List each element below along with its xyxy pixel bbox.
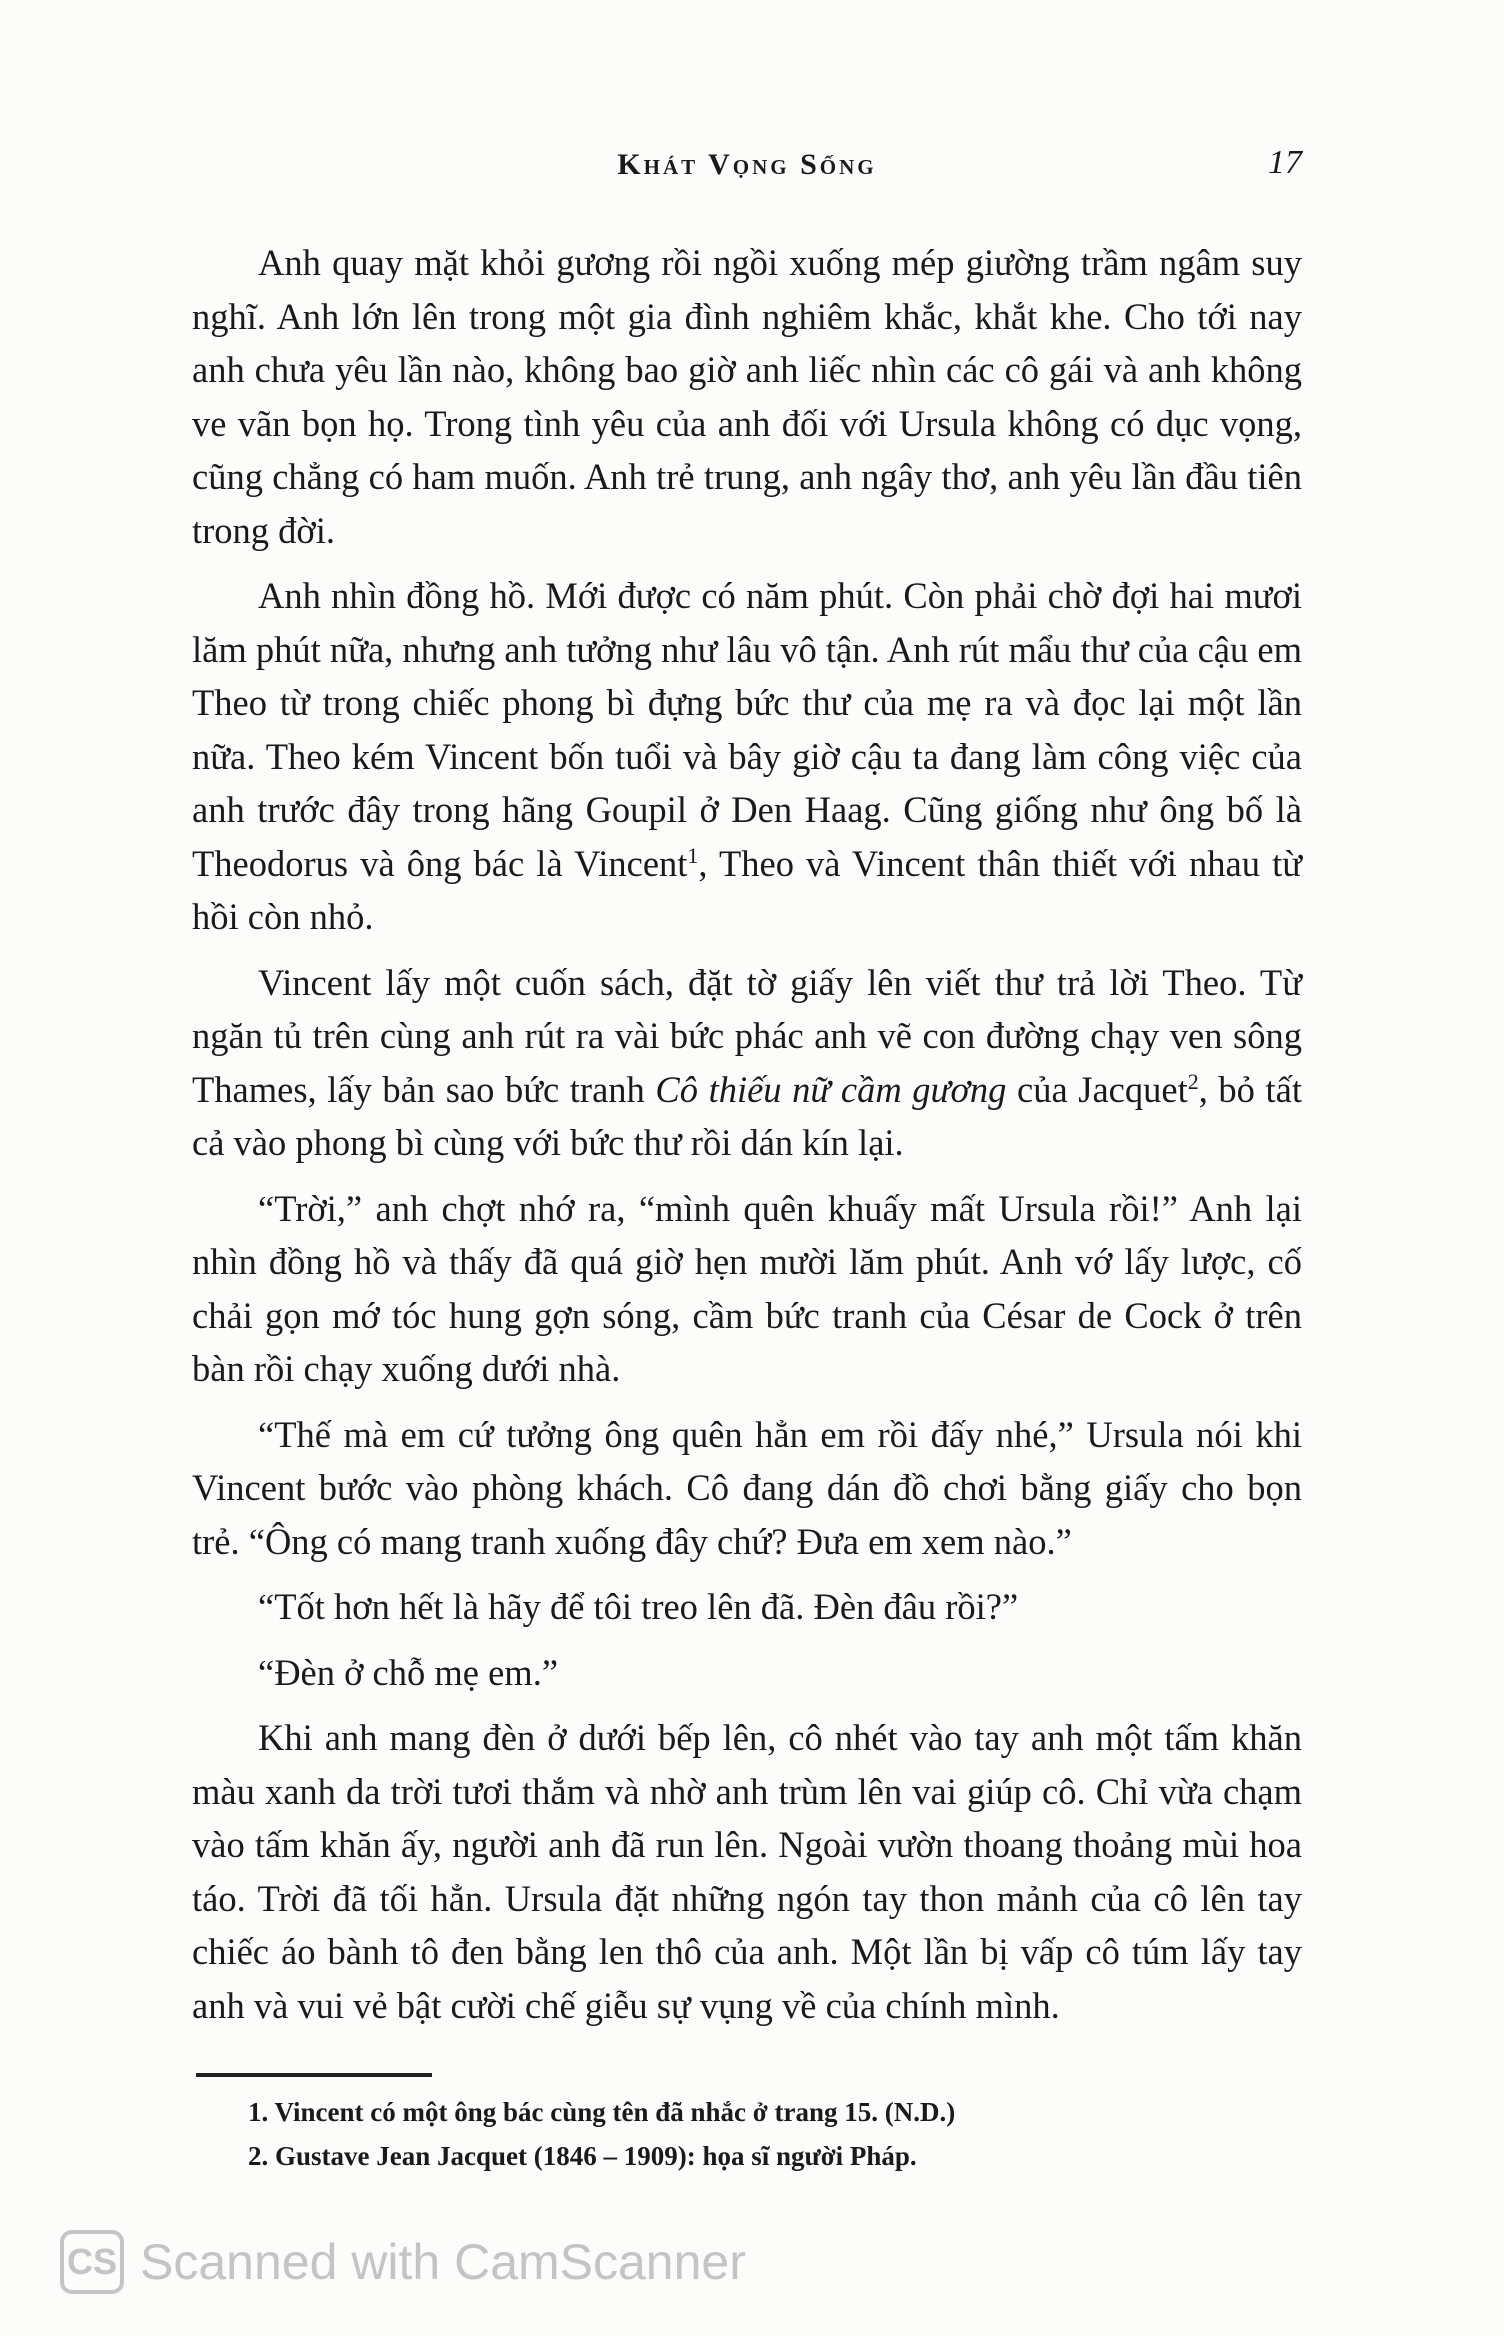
footnote: 2. Gustave Jean Jacquet (1846 – 1909): họa sĩ người Pháp. <box>248 2141 917 2171</box>
paragraph: “Tốt hơn hết là hãy để tôi treo lên đã. Đèn đâu rồi?” <box>258 1586 1019 1627</box>
footnote-divider <box>196 2073 432 2077</box>
paragraph: “Trời,” anh chợt nhớ ra, “mình quên khuấy mất Ursula rồi!” Anh lại nhìn đồng hồ và thấy đã quá giờ hẹn mười lăm phút. Anh vớ lấy lược, cố chải gọn mớ tóc hung gợn sóng, cầm bức tranh của César de Cock ở trên bàn rồi chạy xuống dưới nhà. <box>192 1187 1302 1389</box>
page-number: 17 <box>1268 144 1302 181</box>
paragraph <box>192 956 1302 1170</box>
page-header <box>192 144 1302 198</box>
footnotes <box>248 2090 1248 2178</box>
paragraph: Anh quay mặt khỏi gương rồi ngồi xuống mép giường trầm ngâm suy nghĩ. Anh lớn lên trong một gia đình nghiêm khắc, khắt khe. Cho tới nay anh chưa yêu lần nào, không bao giờ anh liếc nhìn các cô gái và anh không ve vãn bọn họ. Trong tình yêu của anh đối với Ursula không có dục vọng, cũng chẳng có ham muốn. Anh trẻ trung, anh ngây thơ, anh yêu lần đầu tiên trong đời. <box>192 242 1302 551</box>
camscanner-watermark <box>60 2222 746 2302</box>
artwork-title: Cô thiếu nữ cầm gương <box>655 1068 1007 1110</box>
paragraph-text: , bỏ tất cả vào phong bì cùng với bức thư rồi dán kín lại. <box>192 1068 1303 1163</box>
paragraph-text: Anh nhìn đồng hồ. Mới được có năm phút. Còn phải chờ đợi hai mươi lăm phút nữa, nhưng anh tưởng như lâu vô tận. Anh rút mẩu thư của cậu em Theo từ trong chiếc phong bì đựng bức thư của mẹ ra và đọc lại một lần nữa. Theo kém Vincent bốn tuổi và bây giờ cậu ta đang làm công việc của anh trước đây trong hãng Goupil ở Den Haag. Cũng giống như ông bố là Theodorus và ông bác là Vincent <box>192 575 1302 884</box>
paragraph: “Thế mà em cứ tưởng ông quên hẳn em rồi đấy nhé,” Ursula nói khi Vincent bước vào phòng khách. Cô đang dán đồ chơi bằng giấy cho bọn trẻ. “Ông có mang tranh xuống đây chứ? Đưa em xem nào.” <box>192 1413 1302 1562</box>
watermark-text: Scanned with CamScanner <box>140 2234 746 2290</box>
camscanner-logo-icon: CS <box>60 2230 124 2294</box>
paragraph <box>192 569 1302 944</box>
footnote-ref: 1 <box>687 842 699 868</box>
paragraph: Khi anh mang đèn ở dưới bếp lên, cô nhét vào tay anh một tấm khăn màu xanh da trời tươi thắm và nhờ anh trùm lên vai giúp cô. Chỉ vừa chạm vào tấm khăn ấy, người anh đã run lên. Ngoài vườn thoang thoảng mùi hoa táo. Trời đã tối hẳn. Ursula đặt những ngón tay thon mảnh của cô lên tay chiếc áo bành tô đen bằng len thô của anh. Một lần bị vấp cô túm lấy tay anh và vui vẻ bật cười chế giễu sự vụng về của chính mình. <box>192 1717 1302 2026</box>
paragraph-text: của Jacquet <box>1006 1068 1188 1110</box>
footnote-ref: 2 <box>1187 1068 1199 1094</box>
paragraph-text: , Theo và Vincent thân thiết với nhau từ hồi còn nhỏ. <box>192 842 1302 937</box>
running-title: Khát Vọng Sống <box>617 148 877 181</box>
footnote: 1. Vincent có một ông bác cùng tên đã nhắc ở trang 15. (N.D.) <box>248 2097 956 2127</box>
body-text <box>192 236 1302 2044</box>
paragraph: “Đèn ở chỗ mẹ em.” <box>258 1651 559 1693</box>
paragraph-text: Vincent lấy một cuốn sách, đặt tờ giấy lên viết thư trả lời Theo. Từ ngăn tủ trên cùng anh rút ra vài bức phác anh vẽ con đường chạy ven sông Thames, lấy bản sao bức tranh <box>192 961 1302 1110</box>
